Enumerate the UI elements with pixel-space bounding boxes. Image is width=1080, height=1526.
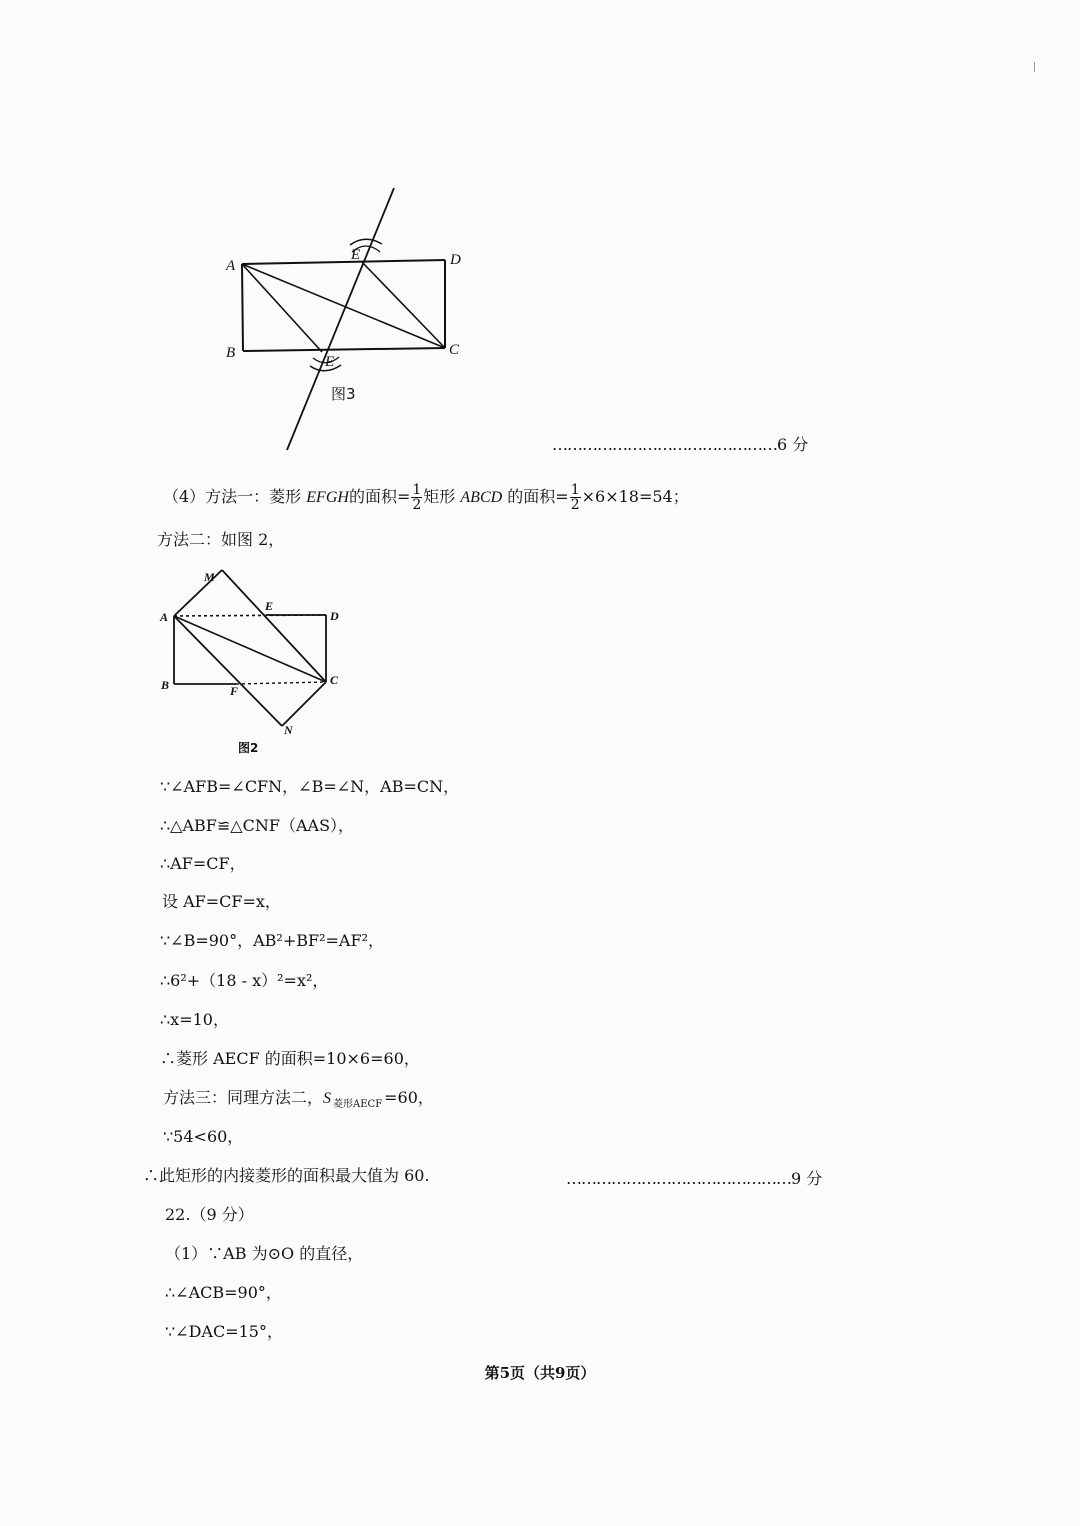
- score-marker-9: [566, 1166, 822, 1189]
- method-3-prefix: 方法三：同理方法二，: [163, 1088, 324, 1107]
- step-line: 设 AF=CF=x，: [162, 892, 281, 911]
- question-22-title: 22.（9 分）: [165, 1205, 254, 1224]
- method-1-area-eq-2: 的面积=: [507, 487, 569, 506]
- label-e: E: [265, 599, 274, 613]
- fraction-half: [411, 483, 422, 512]
- score-dots: ………………………………………: [552, 435, 777, 454]
- figure-2-caption: 图2: [238, 741, 259, 755]
- diagonal-ac: [174, 616, 326, 682]
- question-22-line: ∵∠DAC=15°，: [165, 1322, 283, 1341]
- step-line: ∴△ABF≌△CNF（AAS），: [160, 816, 355, 835]
- segment-ec: [362, 262, 445, 348]
- segment-ae: [242, 264, 322, 352]
- method-1-abcd: ABCD: [460, 489, 503, 506]
- rect-top-ad: [242, 260, 445, 264]
- label-c: C: [330, 673, 339, 687]
- label-b: B: [161, 678, 170, 692]
- label-n: N: [284, 723, 293, 737]
- diagonal-ac: [242, 264, 445, 348]
- score-dots: ………………………………………: [566, 1169, 791, 1188]
- label-c: C: [449, 342, 460, 358]
- score-value: 6 分: [777, 435, 809, 454]
- fraction-2-den: 2: [570, 497, 580, 513]
- compare-line: ∵54<60，: [163, 1127, 244, 1146]
- page-footer: 第5页（共9页）: [484, 1364, 596, 1382]
- arc-mark-top: [350, 239, 382, 245]
- method-1-area-eq: 的面积=: [348, 487, 411, 506]
- rect-bottom-bc: [243, 348, 445, 351]
- method-3-value: =60，: [384, 1088, 434, 1107]
- scan-artifact: [1034, 62, 1035, 72]
- method-1-line: [163, 483, 689, 512]
- segment-nc: [282, 682, 326, 726]
- step-line: ∵∠AFB=∠CFN，∠B=∠N，AB=CN，: [160, 777, 460, 796]
- label-f: F: [230, 684, 239, 698]
- step-line: ∴AF=CF，: [160, 854, 246, 873]
- fraction-num: 1: [412, 482, 422, 498]
- method-1-rect: 矩形: [423, 487, 456, 506]
- method-1-efgh: EFGH: [306, 489, 349, 506]
- rect-left-ab: [242, 264, 243, 351]
- label-e-bottom: E: [325, 354, 335, 370]
- fraction-2-num: 1: [570, 482, 580, 498]
- figure-3-caption: 图3: [331, 385, 356, 403]
- label-a: A: [226, 258, 236, 274]
- label-b: B: [226, 345, 236, 361]
- label-d: D: [450, 252, 461, 268]
- label-m: M: [204, 570, 215, 584]
- segment-an: [174, 616, 282, 726]
- score-value: 9 分: [791, 1169, 823, 1188]
- figure-3: [200, 180, 520, 460]
- method-3-s: S: [323, 1090, 332, 1107]
- step-line: ∴x=10，: [160, 1010, 229, 1029]
- step-line: ∴6²+（18 - x）²=x²，: [160, 971, 329, 990]
- rect-bottom-fc: [236, 682, 326, 684]
- score-marker-6: [552, 432, 808, 455]
- segment-mc: [222, 570, 326, 682]
- fraction-half-2: [570, 483, 581, 512]
- figure-2: [155, 560, 355, 760]
- method-3-subscript: 菱形AECF: [333, 1099, 383, 1110]
- perpendicular-bisector: [287, 188, 394, 450]
- question-22-line: （1）∵AB 为⊙O 的直径，: [165, 1244, 364, 1263]
- segment-am: [174, 570, 222, 616]
- conclusion-line: ∴此矩形的内接菱形的面积最大值为 60.: [143, 1166, 430, 1185]
- fraction-den: 2: [412, 497, 422, 513]
- method-1-calc: ×6×18=54；: [581, 487, 689, 506]
- label-e-top: E: [351, 247, 361, 263]
- method-3-line: [163, 1087, 434, 1116]
- step-line: ∴菱形 AECF 的面积=10×6=60，: [160, 1049, 420, 1068]
- label-a: A: [160, 610, 169, 624]
- method-2-intro: 方法二：如图 2，: [157, 530, 285, 549]
- method-1-prefix: （4）方法一：菱形: [163, 487, 302, 506]
- question-22-line: ∴∠ACB=90°，: [165, 1283, 282, 1302]
- step-line: ∵∠B=90°，AB²+BF²=AF²，: [160, 931, 384, 950]
- label-d: D: [330, 609, 339, 623]
